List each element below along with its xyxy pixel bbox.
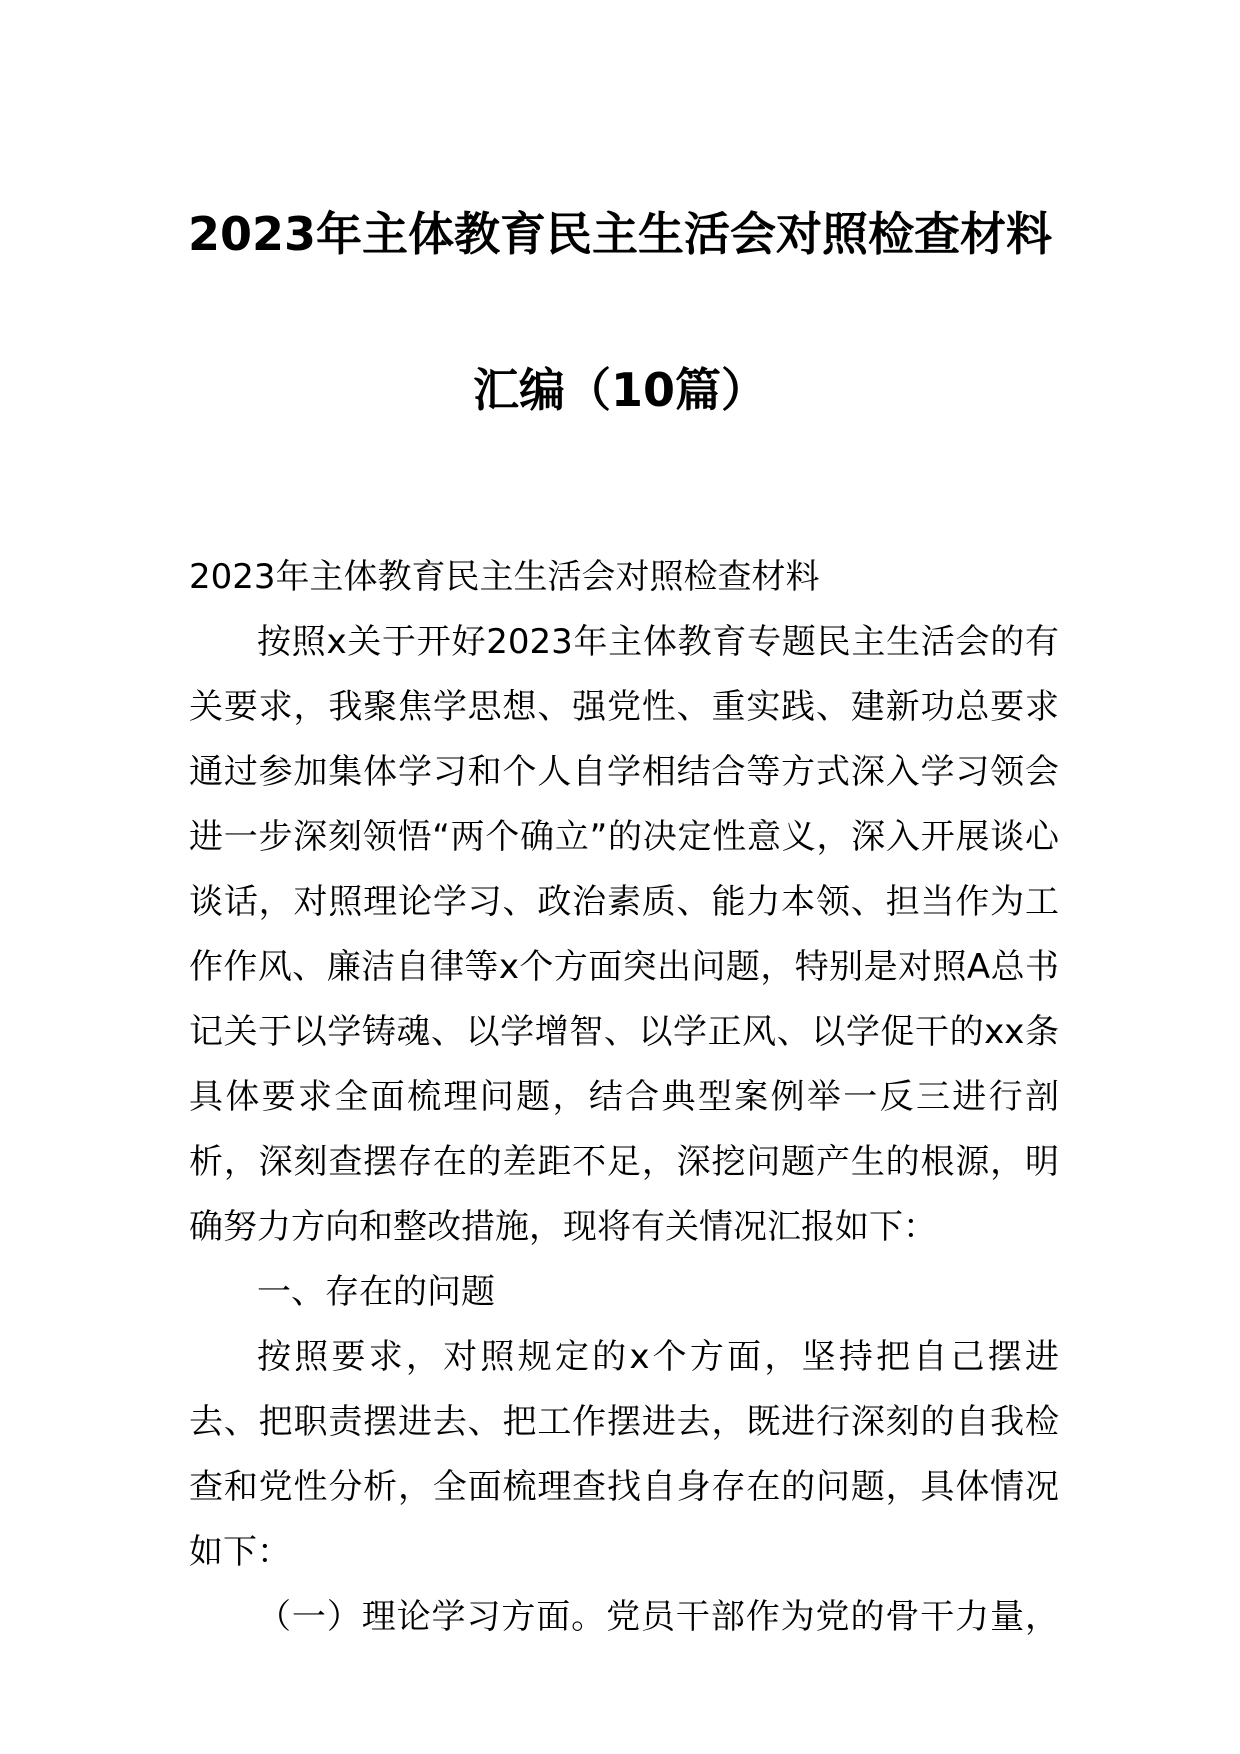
intro-paragraph: 按照x关于开好2023年主体教育专题民主生活会的有关要求，我聚焦学思想、强党性、重实践、建新功总要求通过参加集体学习和个人自学相结合等方式深入学习领会进一步深刻领悟“两个确立”的决定性意义，深入开展谈心谈话，对照理论学习、政治素质、能力本领、担当作为工作作风、廉洁自律等x个方面突出问题，特别是对照A总书记关于以学铸魂、以学增智、以学正风、以学促干的xx条具体要求全面梳理问题，结合典型案例举一反三进行剖析，深刻查摆存在的差距不足，深挖问题产生的根源，明确努力方向和整改措施，现将有关情况汇报如下： xyxy=(189,622,1059,1247)
section-subtitle: 2023年主体教育民主生活会对照检查材料 xyxy=(189,557,820,597)
section-heading-problems: 一、存在的问题 xyxy=(257,1272,495,1312)
document-title-line-1: 2023年主体教育民主生活会对照检查材料 xyxy=(187,207,1053,261)
theory-study-paragraph: （一）理论学习方面。党员干部作为党的骨干力量， xyxy=(257,1597,1059,1637)
problems-paragraph: 按照要求，对照规定的x个方面，坚持把自己摆进去、把职责摆进去、把工作摆进去，既进行深刻的自我检查和党性分析，全面梳理查找自身存在的问题，具体情况如下： xyxy=(189,1337,1059,1572)
document-title-line-2: 汇编（10篇） xyxy=(472,363,767,417)
document-body xyxy=(189,545,1059,1650)
